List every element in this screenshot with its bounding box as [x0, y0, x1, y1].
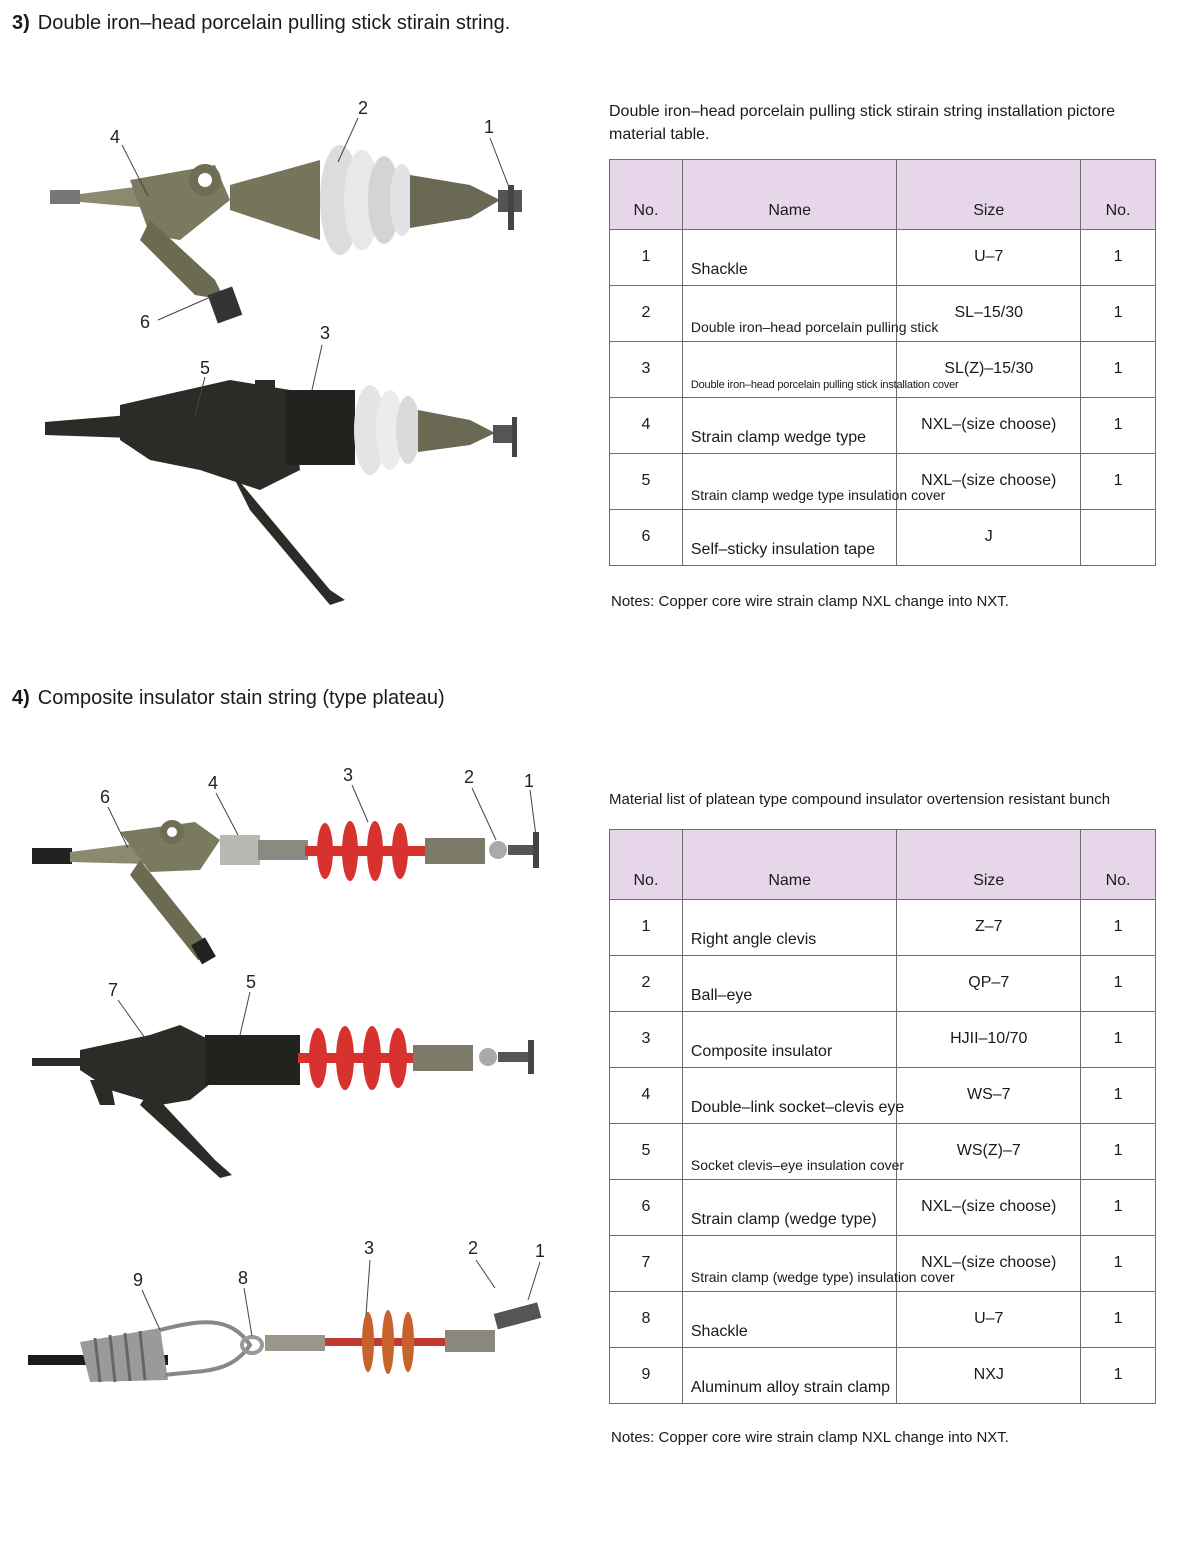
row-name: Strain clamp wedge type: [690, 429, 867, 446]
callout-label-5: 5: [200, 358, 211, 378]
row-size-cell: [897, 956, 1081, 1012]
callout-label-4: 4: [110, 127, 121, 147]
aluminum-clamp-string: [28, 1302, 541, 1382]
row-quantity-cell: [1081, 398, 1156, 454]
row-number: 6: [641, 528, 651, 545]
row-name: Composite insulator: [690, 1043, 833, 1060]
callout-label-7: 7: [108, 980, 119, 1000]
row-quantity: 1: [1113, 1310, 1123, 1327]
row-number: 9: [641, 1366, 651, 1383]
row-name-cell: [682, 230, 897, 286]
row-quantity: 1: [1113, 1198, 1123, 1215]
callout-label-5: 5: [246, 972, 257, 992]
row-name: Strain clamp (wedge type) insulation cover: [690, 1269, 955, 1285]
composite-string-bare: [32, 820, 539, 964]
row-name-cell: [682, 1236, 955, 1292]
row-quantity-cell: [1081, 1180, 1156, 1236]
row-quantity: 1: [1113, 248, 1123, 265]
callout-label-4: 4: [208, 773, 219, 793]
callout-label-2: 2: [358, 98, 369, 118]
section-3-table-caption: Double iron–head porcelain pulling stick stirain string installation pictore material table.: [609, 103, 1116, 143]
row-number-cell: [610, 1236, 683, 1292]
row-size: NXL–(size choose): [921, 472, 1057, 489]
row-name-cell: [682, 342, 959, 398]
row-size: QP–7: [968, 974, 1010, 991]
row-number: 4: [641, 1086, 651, 1103]
section-3-heading: [12, 12, 510, 35]
row-quantity-cell: [1081, 1236, 1156, 1292]
section-3-note: Notes: Copper core wire strain clamp NXL change into NXT.: [611, 593, 1009, 610]
row-name: Aluminum alloy strain clamp: [690, 1379, 891, 1396]
row-name: Double–link socket–clevis eye: [690, 1099, 905, 1116]
row-number: 5: [641, 1142, 651, 1159]
row-quantity-cell: [1081, 1124, 1156, 1180]
row-name: Shackle: [690, 261, 748, 278]
section-3-number: 3): [12, 12, 30, 34]
row-size: NXL–(size choose): [921, 1254, 1057, 1271]
row-size-cell: [897, 510, 1081, 566]
row-name-cell: [682, 1012, 897, 1068]
table-row: [610, 454, 1156, 510]
row-size: J: [984, 528, 993, 545]
row-size-cell: [897, 1068, 1081, 1124]
column-header-no: No.: [610, 830, 683, 900]
row-number-cell: [610, 342, 683, 398]
table-row: [610, 342, 1156, 398]
callout-label-1: 1: [524, 771, 535, 791]
row-number-cell: [610, 1068, 683, 1124]
row-number: 5: [641, 472, 651, 489]
row-quantity-cell: [1081, 1068, 1156, 1124]
row-size: WS–7: [966, 1086, 1011, 1103]
section-4-number: 4): [12, 687, 30, 709]
row-quantity-cell: [1081, 454, 1156, 510]
section-3-material-table: [609, 159, 1156, 566]
row-number: 8: [641, 1310, 651, 1327]
row-quantity-cell: [1081, 1292, 1156, 1348]
table-row: [610, 1124, 1156, 1180]
column-header-name: Name: [682, 830, 897, 900]
row-size-cell: [897, 900, 1081, 956]
row-quantity: 1: [1113, 1030, 1123, 1047]
row-number: 3: [641, 1030, 651, 1047]
row-number: 3: [641, 360, 651, 377]
row-name: Shackle: [690, 1323, 748, 1340]
row-quantity-cell: [1081, 342, 1156, 398]
callout-label-3: 3: [320, 323, 331, 343]
row-size-cell: [897, 1292, 1081, 1348]
callout-label-9: 9: [133, 1270, 144, 1290]
composite-red-sheds-small: [362, 1310, 414, 1374]
table-row: [610, 900, 1156, 956]
porcelain-string-insulated: [45, 380, 517, 605]
row-size: NXL–(size choose): [921, 416, 1057, 433]
row-number: 1: [641, 918, 651, 935]
row-size-cell: [897, 230, 1081, 286]
table-row: [610, 510, 1156, 566]
row-number: 6: [641, 1198, 651, 1215]
section-4-table-caption: Material list of platean type compound insulator overtension resistant bunch: [609, 791, 1111, 808]
row-quantity-cell: [1081, 1012, 1156, 1068]
section-4-note: Notes: Copper core wire strain clamp NXL change into NXT.: [611, 1429, 1009, 1446]
row-number: 1: [641, 248, 651, 265]
row-quantity: 1: [1113, 918, 1123, 935]
table-row: [610, 286, 1156, 342]
row-size: WS(Z)–7: [956, 1142, 1021, 1159]
section-3-title: Double iron–head porcelain pulling stick stirain string.: [37, 12, 511, 34]
row-number-cell: [610, 510, 683, 566]
figure-composite-strain-string: [0, 760, 580, 1400]
row-quantity-cell: [1081, 510, 1156, 566]
row-quantity-cell: [1081, 956, 1156, 1012]
section-4-title: Composite insulator stain string (type plateau): [37, 687, 445, 709]
row-name: Strain clamp wedge type insulation cover: [690, 487, 946, 503]
callout-label-2b: 2: [468, 1238, 479, 1258]
row-size-cell: [897, 398, 1081, 454]
row-name: Self–sticky insulation tape: [690, 541, 875, 558]
section-4-material-table: [609, 829, 1156, 1404]
row-number: 2: [641, 304, 651, 321]
row-quantity: 1: [1113, 416, 1123, 433]
column-header-name: Name: [682, 160, 897, 230]
table-row: [610, 1012, 1156, 1068]
porcelain-string-bare: [50, 145, 522, 324]
row-name: Right angle clevis: [690, 931, 817, 948]
column-header-size: Size: [897, 830, 1081, 900]
row-size: NXL–(size choose): [921, 1198, 1057, 1215]
row-size-cell: [897, 342, 1081, 398]
row-size-cell: [897, 1180, 1081, 1236]
row-name-cell: [682, 900, 897, 956]
row-size: Z–7: [974, 918, 1003, 935]
table-row: [610, 1068, 1156, 1124]
row-size: U–7: [974, 1310, 1004, 1327]
table-row: [610, 398, 1156, 454]
row-name-cell: [682, 1124, 905, 1180]
table-row: [610, 1348, 1156, 1404]
row-quantity: 1: [1113, 974, 1123, 991]
row-quantity: 1: [1113, 1142, 1123, 1159]
row-number-cell: [610, 454, 683, 510]
row-number-cell: [610, 956, 683, 1012]
row-number-cell: [610, 230, 683, 286]
column-header-qty: No.: [1081, 830, 1156, 900]
porcelain-sheds-covered: [354, 385, 420, 475]
table-row: [610, 956, 1156, 1012]
row-number: 4: [641, 416, 651, 433]
table-row: [610, 1236, 1156, 1292]
row-size: NXJ: [973, 1366, 1004, 1383]
section-4-heading: [12, 687, 445, 710]
row-name-cell: [682, 510, 897, 566]
row-name: Ball–eye: [690, 987, 753, 1004]
callout-label-1: 1: [484, 117, 495, 137]
row-size-cell: [897, 1012, 1081, 1068]
column-header-size: Size: [897, 160, 1081, 230]
table-header-row: [610, 830, 1156, 900]
row-name: Socket clevis–eye insulation cover: [690, 1157, 905, 1173]
table-row: [610, 1292, 1156, 1348]
row-size: U–7: [974, 248, 1004, 265]
row-quantity: 1: [1113, 360, 1123, 377]
row-number-cell: [610, 1180, 683, 1236]
callout-label-8: 8: [238, 1268, 249, 1288]
porcelain-sheds: [320, 145, 414, 255]
row-quantity: 1: [1113, 1366, 1123, 1383]
row-number-cell: [610, 398, 683, 454]
row-number-cell: [610, 1012, 683, 1068]
column-header-qty: No.: [1081, 160, 1156, 230]
row-size-cell: [897, 1124, 1081, 1180]
callout-label-3: 3: [343, 765, 354, 785]
row-quantity-cell: [1081, 230, 1156, 286]
row-size: SL–15/30: [954, 304, 1024, 321]
row-size: SL(Z)–15/30: [944, 360, 1034, 377]
figure-porcelain-strain-string: [0, 90, 580, 620]
row-quantity-cell: [1081, 1348, 1156, 1404]
row-number: 7: [641, 1254, 651, 1271]
row-number-cell: [610, 1348, 683, 1404]
row-name-cell: [682, 1292, 897, 1348]
callout-label-1b: 1: [535, 1241, 546, 1261]
row-number-cell: [610, 900, 683, 956]
row-name-cell: [682, 1348, 897, 1404]
row-size-cell: [897, 286, 1081, 342]
row-quantity-cell: [1081, 900, 1156, 956]
callout-label-3b: 3: [364, 1238, 375, 1258]
row-size-cell: [897, 1236, 1081, 1292]
row-name-cell: [682, 956, 897, 1012]
row-number-cell: [610, 286, 683, 342]
row-quantity: 1: [1113, 304, 1123, 321]
callout-label-2: 2: [464, 767, 475, 787]
row-quantity: 1: [1113, 1254, 1123, 1271]
row-number-cell: [610, 1292, 683, 1348]
row-name-cell: [682, 1068, 905, 1124]
row-name-cell: [682, 1180, 897, 1236]
row-quantity: 1: [1113, 472, 1123, 489]
table-header-row: [610, 160, 1156, 230]
row-name-cell: [682, 398, 897, 454]
row-name-cell: [682, 286, 939, 342]
composite-string-insulated: [32, 1025, 534, 1178]
callout-label-6: 6: [140, 312, 151, 332]
row-name: Double iron–head porcelain pulling stick: [690, 319, 939, 335]
row-name: Strain clamp (wedge type): [690, 1211, 877, 1228]
row-number-cell: [610, 1124, 683, 1180]
row-number: 2: [641, 974, 651, 991]
row-name: Double iron–head porcelain pulling stick installation cover: [690, 379, 959, 391]
column-header-no: No.: [610, 160, 683, 230]
row-size-cell: [897, 454, 1081, 510]
row-quantity-cell: [1081, 286, 1156, 342]
table-row: [610, 1180, 1156, 1236]
row-size-cell: [897, 1348, 1081, 1404]
row-name-cell: [682, 454, 946, 510]
table-row: [610, 230, 1156, 286]
row-quantity: 1: [1113, 1086, 1123, 1103]
callout-label-6: 6: [100, 787, 111, 807]
row-size: HJII–10/70: [950, 1030, 1028, 1047]
